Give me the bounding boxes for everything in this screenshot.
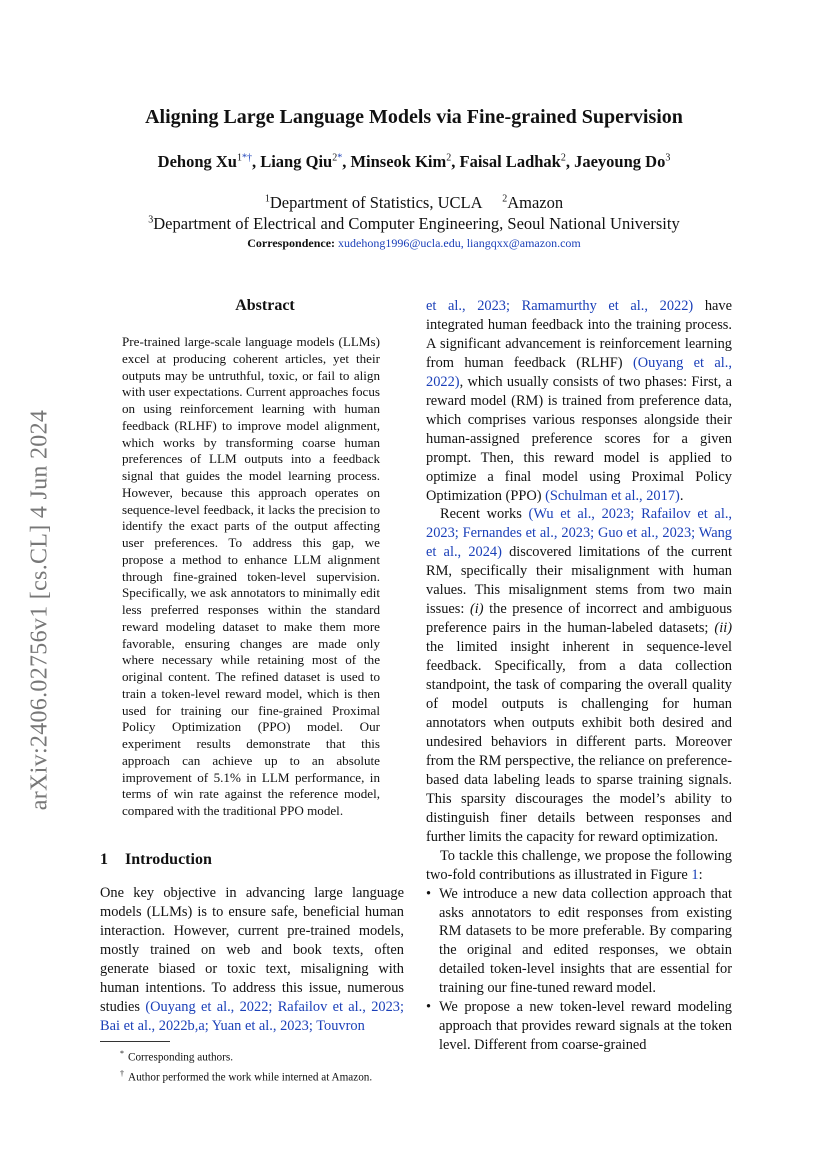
arxiv-id: arXiv:2406.02756v1 [cs.CL] 4 Jun 2024 bbox=[26, 409, 53, 811]
footnote: † Author performed the work while interned at Amazon. bbox=[120, 1068, 373, 1084]
intro-paragraph-3: To tackle this challenge, we propose the following two-fold contributions as illustrated in Figure 1: bbox=[426, 847, 732, 883]
author: Jaeyoung Do bbox=[574, 152, 666, 171]
author: Dehong Xu bbox=[157, 152, 237, 171]
right-column bbox=[426, 297, 732, 1055]
citation-link[interactable]: (Schulman et al., 2017) bbox=[545, 487, 680, 504]
author-footnote-mark[interactable]: * bbox=[337, 152, 343, 164]
figure-link[interactable]: 1 bbox=[691, 866, 699, 883]
contribution-list bbox=[426, 885, 732, 1056]
abstract-body: Pre-trained large-scale language models (LLMs) excel at producing coherent articles, yet their outputs may be untruthful, toxic, or fail to align with user expectations. Current approaches focus on using reinforcement learning with human feedback (RLHF) to improve model alignment, which works by transforming coarse human preferences of LLM outputs into a feedback signal that guides the model learning process. However, because this approach operates on sequence-level feedback, it lacks the precision to identify the exact parts of the output affecting user preferences. To address this gap, we propose a method to enhance LLM alignment through fine-grained token-level supervision. Specifically, we ask annotators to minimally edit less preferred responses within the standard reward modeling dataset to make them more favorable, ensuring changes are made only where necessary while retaining most of the original content. The refined dataset is used to train a token-level reward model, which is then used for training our fine-grained Proximal Policy Optimization (PPO) model. Our experiment results demonstrate that this approach can achieve up to an absolute improvement of 5.1% in LLM performance, in terms of win rate against the reference model, compared with the traditional PPO model. bbox=[122, 334, 380, 818]
affiliations-line-1: $^1$Department of Statistics, UCLA $^2$Amazon bbox=[264, 193, 564, 212]
footnote: * Corresponding authors. bbox=[120, 1049, 234, 1064]
affiliation-snu: Department of Electrical and Computer Engineering, Seoul National University bbox=[153, 214, 680, 233]
footnote-divider bbox=[100, 1041, 170, 1042]
citation-link[interactable]: (Wu et al., 2023; Rafailov et al., 2023; Fernandes et al., 2023; Guo et al., 2023; Wang et al., 2024) bbox=[426, 506, 733, 561]
intro-paragraph-continued: et al., 2023; Ramamurthy et al., 2022) have integrated human feedback into the training process. A significant advancement is reinforcement learning from human feedback (RLHF) (Ouyang et al., 2022), which usually consists of two phases: First, a reward model (RM) is trained from preference data, which comprises various responses alongside their human-assigned preference scores for a given prompt. Then, this reward model is applied to optimize a final model using Proximal Policy Optimization (PPO) (Schulman et al., 2017). bbox=[426, 298, 733, 504]
affiliation-amazon: Amazon bbox=[507, 193, 564, 212]
list-item: • We propose a new token-level reward modeling approach that provides reward signals at the token level. Different from coarse-grained bbox=[426, 998, 732, 1055]
author: Faisal Ladhak bbox=[459, 152, 561, 171]
section-heading-introduction bbox=[100, 851, 212, 869]
affiliations-line-2: $^3$Department of Electrical and Computer Engineering, Seoul National University bbox=[148, 214, 680, 233]
section-title: Introduction bbox=[125, 851, 212, 868]
author-affil-sup: 2 bbox=[560, 152, 566, 164]
arxiv-sidebar-stamp bbox=[20, 370, 60, 850]
footnotes bbox=[100, 1046, 405, 1085]
author: Liang Qiu bbox=[260, 152, 333, 171]
intro-paragraph-2: Recent works (Wu et al., 2023; Rafailov et al., 2023; Fernandes et al., 2023; Guo et al., 2023; Wang et al., 2024) discovered limitations of the current RM, specifically their misalignment with human values. This misalignment stems from two main issues: (i) the presence of incorrect and ambiguous preference pairs in the human-labeled datasets; (ii) the limited insight inherent in sequence-level feedback. Specifically, from a data collection standpoint, the task of comparing the overall quality of model outputs is challenging for human annotators when outputs exhibit both desired and undesired behaviors in different parts. Moreover from the RM perspective, the reliance on preference-based data labeling leads to sparse training signals. This sparsity discourages the model’s ability to distinguish finer details between responses and further limits the capacity for reward optimization. bbox=[426, 506, 733, 845]
list-item: • We introduce a new data collection approach that asks annotators to edit responses from existing RM datasets to be more preferable. By comparing the original and edited responses, we obtain detailed token-level insights that are essential for training our fine-tuned reward model. bbox=[426, 885, 732, 999]
citation-link[interactable]: et al., 2023; Ramamurthy et al., 2022) bbox=[426, 298, 694, 314]
author-list: Dehong $Xu^{1*\dagger}$, Liang Qiu$^{2*}$, Minseok Kim$^2$, Faisal Ladhak$^2$, Jaeyoung Do$^3$ bbox=[157, 152, 671, 171]
author-affil-sup: 2 bbox=[446, 152, 452, 164]
paper-title: Aligning Large Language Models via Fine-grained Supervision bbox=[145, 106, 683, 128]
section-number: 1 bbox=[100, 851, 108, 868]
author-footnote-mark[interactable]: *† bbox=[241, 152, 252, 164]
abstract-heading: Abstract bbox=[235, 297, 295, 314]
affiliation-ucla: Department of Statistics, UCLA bbox=[269, 193, 482, 212]
author-affil-sup: 1 bbox=[236, 152, 242, 164]
author-affil-sup: 3 bbox=[665, 152, 671, 164]
correspondence-emails[interactable]: xudehong1996@ucla.edu, liangqxx@amazon.com bbox=[338, 236, 581, 250]
citation-link[interactable]: (Ouyang et al., 2022; Rafailov et al., 2023; Bai et al., 2022b,a; Yuan et al., 2023; Touvron bbox=[100, 999, 404, 1034]
correspondence-label: Correspondence: bbox=[247, 236, 336, 250]
citation-link[interactable]: (Ouyang et al., 2022) bbox=[426, 354, 733, 390]
intro-paragraph-1: One key objective in advancing large language models (LLMs) is to ensure safe, beneficial human interaction. However, current pre-trained models, mostly trained on web and book texts, often generate biased or toxic text, misaligning with human intentions. To address this issue, numerous studies (Ouyang et al., 2022; Rafailov et al., 2023; Bai et al., 2022b,a; Yuan et al., 2023; Touvron bbox=[100, 885, 404, 1034]
author-affil-sup: 2 bbox=[332, 152, 338, 164]
correspondence bbox=[0, 236, 828, 251]
author: Minseok Kim bbox=[350, 152, 447, 171]
